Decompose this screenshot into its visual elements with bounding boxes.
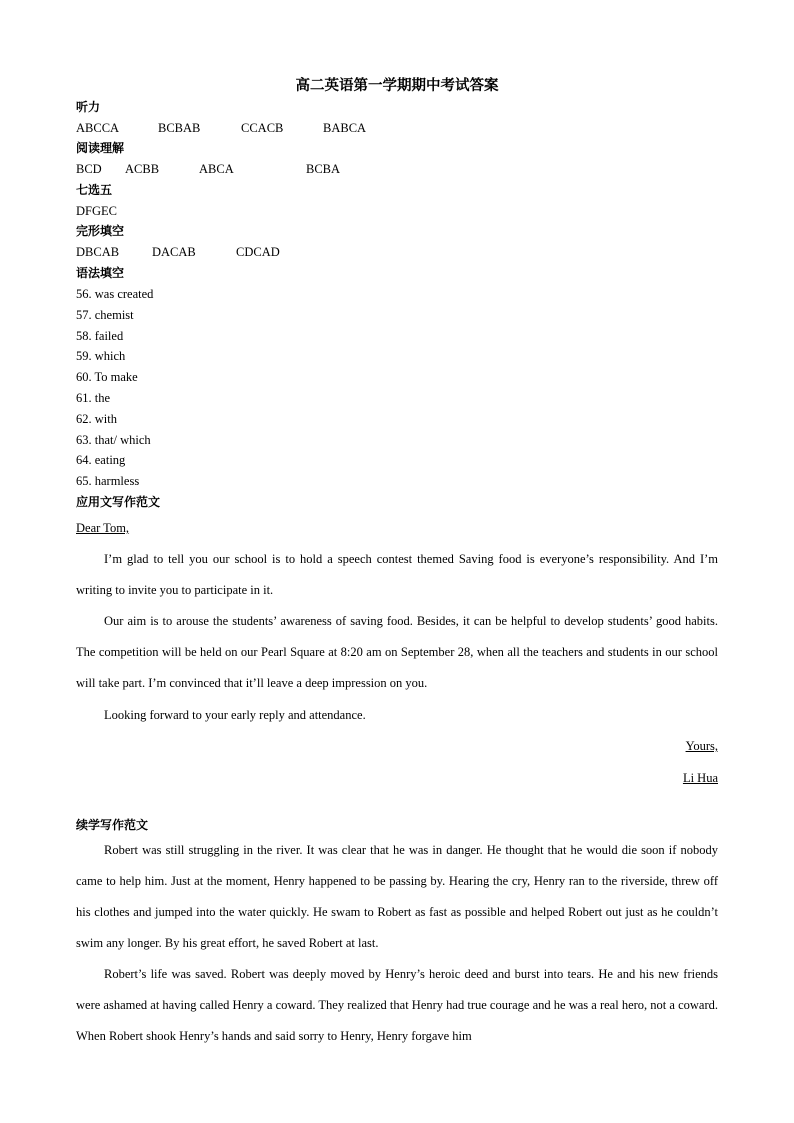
grammar-item: 65. harmless [76, 474, 140, 488]
letter-closing: Yours, [685, 739, 718, 753]
grammar-item: 56. was created [76, 287, 154, 301]
page-title: 高二英语第一学期期中考试答案 [295, 78, 499, 94]
listening-answer: CCACB [241, 121, 284, 135]
cloze-heading: 完形填空 [76, 224, 125, 238]
seven-five-heading: 七选五 [76, 183, 113, 197]
grammar-item: 59. which [76, 349, 126, 363]
continuation-paragraph: Robert’s life was saved. Robert was deeply moved by Henry’s heroic deed and burst into tears. He and his new friends were ashamed at having called Henry a coward. They realized that Henry had true courage and he was a real hero, not a coward. When Robert shook Henry’s hands and said sorry to Henry, Henry forgave him [76, 967, 718, 1043]
letter-signature: Li Hua [682, 771, 718, 785]
grammar-item: 61. the [76, 391, 111, 405]
cloze-answer: CDCAD [236, 245, 280, 259]
reading-answer: ACBB [125, 162, 160, 176]
grammar-item: 57. chemist [76, 308, 134, 322]
letter-paragraph: Looking forward to your early reply and attendance. [104, 708, 366, 722]
cloze-answer: DBCAB [76, 245, 120, 259]
letter-paragraph: I’m glad to tell you our school is to hold a speech contest themed Saving food is everyone’s responsibility. And I’m writing to invite you to participate in it. [76, 552, 718, 597]
seven-five-answer: DFGEC [76, 204, 117, 218]
grammar-item: 58. failed [76, 329, 124, 343]
letter-heading: 应用文写作范文 [76, 495, 161, 509]
reading-answer: ABCA [199, 162, 234, 176]
cloze-answer: DACAB [152, 245, 196, 259]
reading-heading: 阅读理解 [76, 141, 125, 155]
listening-heading: 听力 [76, 100, 101, 114]
letter-salutation: Dear Tom, [76, 521, 130, 535]
continuation-heading: 续学写作范文 [76, 818, 149, 832]
letter-paragraph: Our aim is to arouse the students’ awareness of saving food. Besides, it can be helpful to develop students’ good habits. The competition will be held on our Pearl Square at 8:20 am on September 28, when all the teachers and students in our school will take part. I’m convinced that it’ll leave a deep impression on you. [76, 614, 718, 690]
listening-answer: BABCA [323, 121, 367, 135]
grammar-item: 62. with [76, 412, 117, 426]
grammar-item: 60. To make [76, 370, 138, 384]
reading-answer: BCD [76, 162, 102, 176]
grammar-heading: 语法填空 [76, 266, 125, 280]
listening-answer: BCBAB [158, 121, 201, 135]
grammar-item: 64. eating [76, 453, 126, 467]
continuation-paragraph: Robert was still struggling in the river. It was clear that he was in danger. He thought that he would die soon if nobody came to help him. Just at the moment, Henry happened to be passing by. Hearing the cry, Henry ran to the riverside, threw off his clothes and jumped into the water quickly. He swam to Robert as fast as possible and helped Robert out just as he couldn’t swim any longer. By his great effort, he saved Robert at last. [76, 843, 718, 950]
reading-answer: BCBA [306, 162, 341, 176]
grammar-item: 63. that/ which [76, 433, 151, 447]
listening-answer: ABCCA [76, 121, 120, 135]
